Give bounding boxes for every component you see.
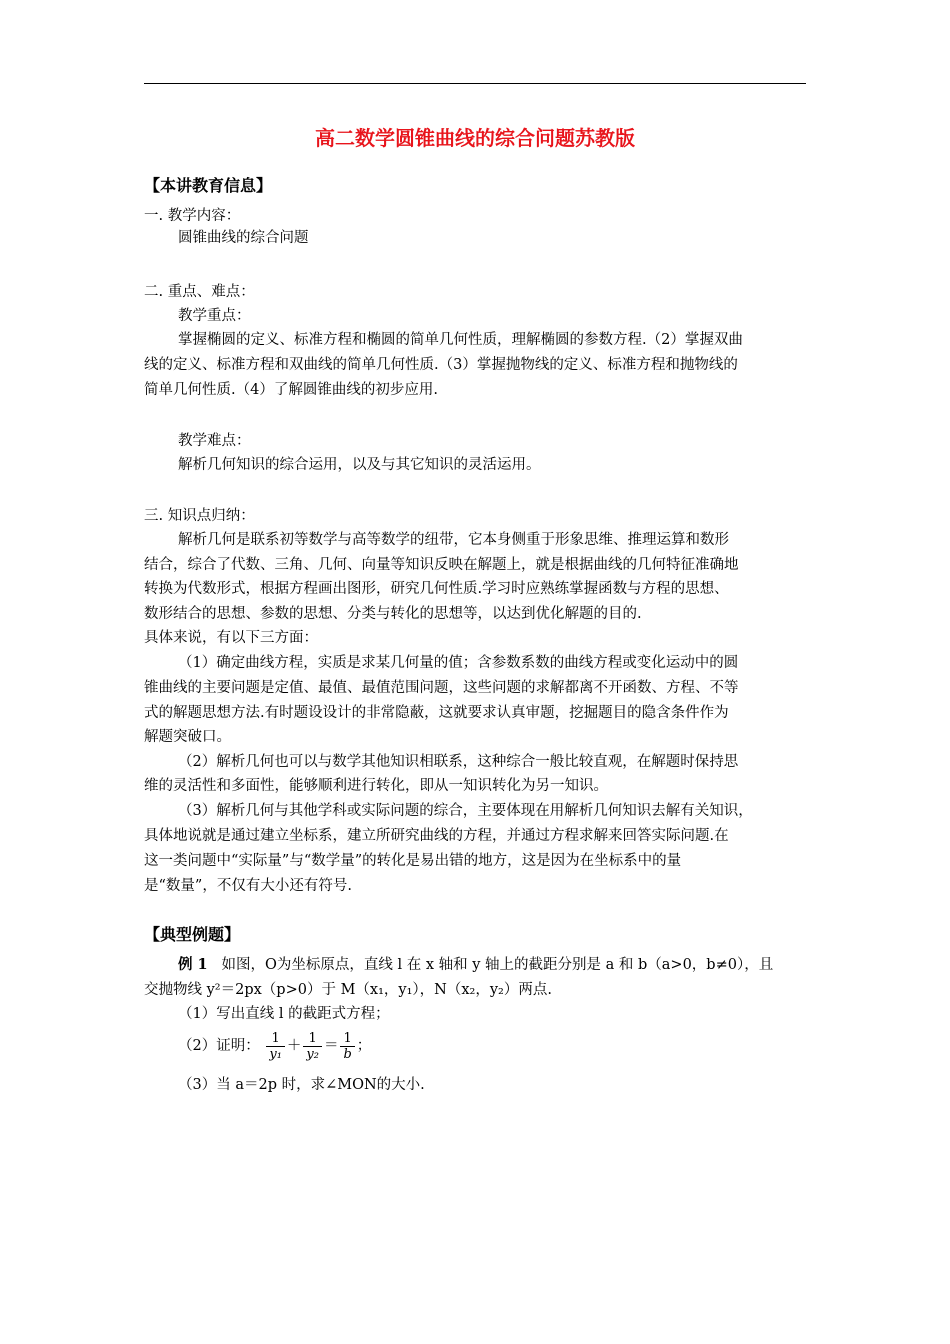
s3-line: 这一类问题中“实际量”与“数学量”的转化是易出错的地方，这是因为在坐标系中的量 <box>144 853 682 869</box>
s3-line: 是“数量”，不仅有大小还有符号. <box>144 878 352 894</box>
s3-line: 结合，综合了代数、三角、几何、向量等知识反映在解题上，就是根据曲线的几何特征准确地 <box>144 557 739 573</box>
s3-label: 三. 知识点归纳： <box>144 508 255 524</box>
section-heading-info: 【本讲教育信息】 <box>144 176 273 195</box>
fraction-denominator: b <box>343 1046 352 1062</box>
fraction-numerator: 1 <box>340 1031 354 1047</box>
s2-key-line: 简单几何性质.（4）了解圆锥曲线的初步应用. <box>144 382 438 398</box>
s2-diff-text: 解析几何知识的综合运用，以及与其它知识的灵活运用。 <box>178 457 541 473</box>
s3-line: 锥曲线的主要问题是定值、最值、最值范围问题，这些问题的求解都离不开函数、方程、不等 <box>144 680 739 696</box>
section-heading-examples: 【典型例题】 <box>144 925 241 944</box>
page-title: 高二数学圆锥曲线的综合问题苏教版 <box>315 126 635 150</box>
s2-key-line: 掌握椭圆的定义、标准方程和椭圆的简单几何性质，理解椭圆的参数方程.（2）掌握双曲 <box>178 332 743 348</box>
s3-line: （2）解析几何也可以与数学其他知识相联系，这种综合一般比较直观，在解题时保持思 <box>178 754 739 770</box>
fraction-numerator: 1 <box>266 1031 285 1047</box>
s3-line: 解题突破口。 <box>144 729 231 745</box>
s2-key-label: 教学重点： <box>178 308 251 324</box>
fraction-numerator: 1 <box>303 1031 322 1047</box>
s3-line: （3）解析几何与其他学科或实际问题的综合，主要体现在用解析几何知识去解有关知识， <box>178 803 753 819</box>
fraction-denominator: y₂ <box>306 1046 319 1062</box>
s3-line: 转换为代数形式，根据方程画出图形，研究几何性质.学习时应熟练掌握函数与方程的思想、 <box>144 581 729 597</box>
header-rule <box>144 83 806 84</box>
s3-line: 解析几何是联系初等数学与高等数学的纽带，它本身侧重于形象思维、推理运算和数形 <box>178 532 729 548</box>
fraction <box>303 1031 322 1062</box>
example-1-line2: 交抛物线 y²＝2px（p>0）于 M（x₁，y₁），N（x₂，y₂）两点. <box>144 982 552 998</box>
equals-sign: ＝ <box>323 1038 339 1054</box>
question-1: （1）写出直线 l 的截距式方程； <box>178 1006 390 1022</box>
s3-line: 维的灵活性和多面性，能够顺利进行转化，即从一知识转化为另一知识。 <box>144 778 608 794</box>
fraction-denominator: y₁ <box>269 1046 282 1062</box>
example-1-label: 例 1 <box>178 956 208 973</box>
fraction <box>340 1031 354 1062</box>
s2-key-line: 线的定义、标准方程和双曲线的简单几何性质.（3）掌握抛物线的定义、标准方程和抛物线的 <box>144 357 738 373</box>
s1-text: 圆锥曲线的综合问题 <box>178 230 309 246</box>
question-2 <box>178 1026 371 1066</box>
question-2-end: ； <box>356 1038 372 1054</box>
example-1-line <box>178 955 773 975</box>
question-2-prefix: （2）证明： <box>178 1038 260 1054</box>
s3-line: 具体来说，有以下三方面： <box>144 630 318 646</box>
plus-sign: ＋ <box>286 1038 302 1054</box>
s2-diff-label: 教学难点： <box>178 433 251 449</box>
s3-line: 式的解题思想方法.有时题设设计的非常隐蔽，这就要求认真审题，挖掘题目的隐含条件作为 <box>144 705 729 721</box>
s2-label: 二. 重点、难点： <box>144 284 255 300</box>
s1-label: 一. 教学内容： <box>144 208 241 224</box>
s3-line: 具体地说就是通过建立坐标系，建立所研究曲线的方程，并通过方程求解来回答实际问题.在 <box>144 828 729 844</box>
example-1-text: 如图，O为坐标原点，直线 l 在 x 轴和 y 轴上的截距分别是 a 和 b（a>0，b≠0），且 <box>221 957 774 973</box>
question-3: （3）当 a＝2p 时，求∠MON的大小. <box>178 1077 425 1093</box>
s3-line: （1）确定曲线方程，实质是求某几何量的值；含参数系数的曲线方程或变化运动中的圆 <box>178 655 739 671</box>
fraction <box>266 1031 285 1062</box>
s3-line: 数形结合的思想、参数的思想、分类与转化的思想等，以达到优化解题的目的. <box>144 606 642 622</box>
